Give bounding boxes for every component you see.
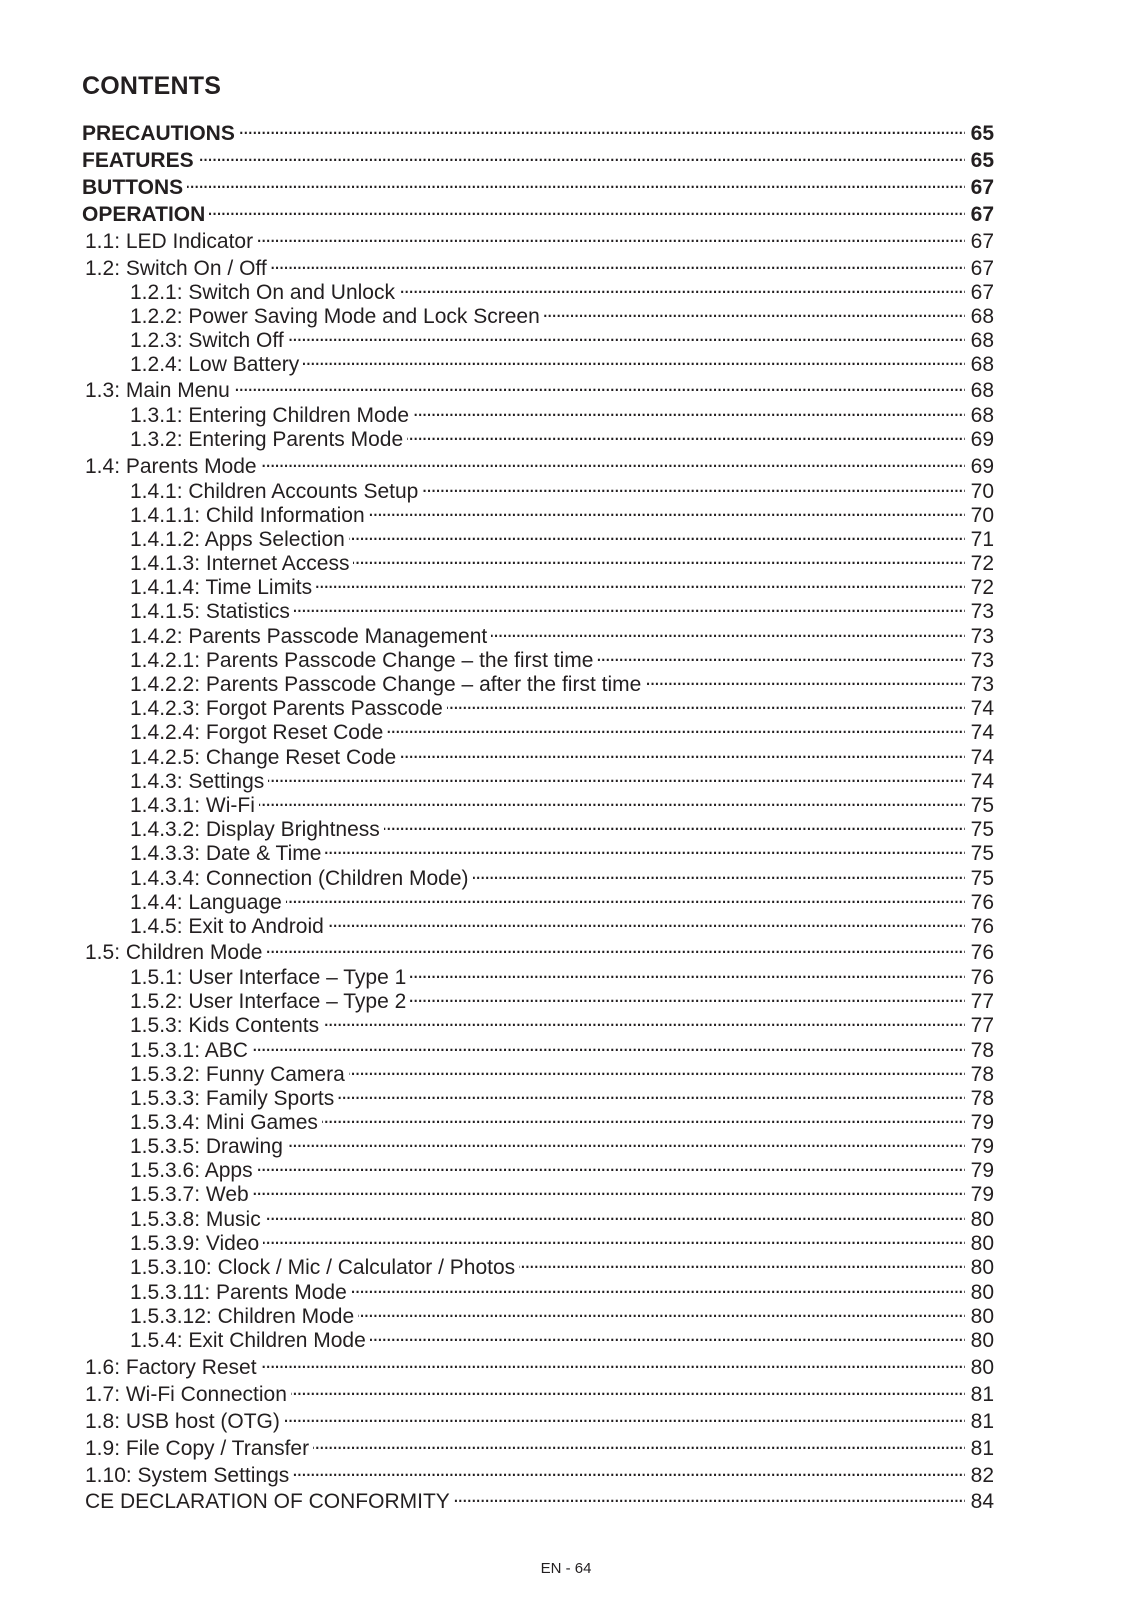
toc-dot-leader xyxy=(491,619,964,643)
toc-entry-page: 79 xyxy=(970,1111,994,1134)
toc-dot-leader xyxy=(288,323,965,347)
toc-dot-leader xyxy=(257,1153,965,1177)
toc-entry[interactable] xyxy=(82,1226,994,1255)
toc-entry-page: 68 xyxy=(970,305,994,328)
toc-dot-leader xyxy=(268,764,964,788)
toc-entry-title: 1.3.1: Entering Children Mode xyxy=(130,404,409,427)
toc-dot-leader xyxy=(473,861,965,885)
toc-entry-title: 1.5.4: Exit Children Mode xyxy=(130,1329,366,1352)
toc-dot-leader xyxy=(261,1350,965,1374)
page-title: CONTENTS xyxy=(82,72,222,100)
toc-entry[interactable] xyxy=(82,1299,994,1328)
toc-entry-title: 1.9: File Copy / Transfer xyxy=(85,1437,310,1460)
toc-entry-page: 77 xyxy=(970,990,994,1013)
toc-dot-leader xyxy=(400,740,964,764)
toc-entry-title: 1.5.3.10: Clock / Mic / Calculator / Photos xyxy=(130,1256,516,1279)
toc-entry-title: 1.5.3.3: Family Sports xyxy=(130,1087,335,1110)
toc-entry[interactable] xyxy=(82,788,994,817)
toc-entry-page: 81 xyxy=(970,1383,994,1406)
toc-dot-leader xyxy=(645,667,964,691)
toc-entry-title: 1.1: LED Indicator xyxy=(85,230,254,253)
toc-entry-page: 77 xyxy=(970,1014,994,1037)
toc-entry[interactable] xyxy=(82,449,994,478)
toc-entry-page: 80 xyxy=(970,1208,994,1231)
toc-entry-title: CE DECLARATION OF CONFORMITY xyxy=(85,1490,450,1513)
toc-entry[interactable] xyxy=(82,224,994,253)
toc-entry-page: 81 xyxy=(970,1437,994,1460)
toc-entry-title: 1.5: Children Mode xyxy=(85,941,263,964)
toc-entry-page: 80 xyxy=(970,1232,994,1255)
toc-entry[interactable] xyxy=(82,498,994,527)
toc-entry[interactable] xyxy=(82,347,994,376)
toc-entry[interactable] xyxy=(82,143,994,172)
toc-entry-title: 1.4.3.4: Connection (Children Mode) xyxy=(130,867,469,890)
toc-entry[interactable] xyxy=(82,373,994,402)
toc-entry-title: 1.2.4: Low Battery xyxy=(130,353,300,376)
toc-entry-title: 1.4.5: Exit to Android xyxy=(130,915,324,938)
toc-entry-title: 1.5.1: User Interface – Type 1 xyxy=(130,966,407,989)
toc-entry-page: 72 xyxy=(970,576,994,599)
toc-entry-page: 65 xyxy=(970,149,994,172)
toc-entry-page: 74 xyxy=(970,721,994,744)
toc-dot-leader xyxy=(198,143,965,167)
toc-entry[interactable] xyxy=(82,422,994,451)
toc-entry-page: 75 xyxy=(970,867,994,890)
toc-dot-leader xyxy=(286,885,965,909)
toc-entry[interactable] xyxy=(82,836,994,865)
toc-entry-title: 1.4.2.1: Parents Passcode Change – the first time xyxy=(130,649,594,672)
toc-dot-leader xyxy=(399,275,965,299)
toc-entry-title: PRECAUTIONS xyxy=(82,122,235,145)
toc-entry-page: 75 xyxy=(970,794,994,817)
toc-dot-leader xyxy=(358,1299,965,1323)
toc-entry-title: 1.4.3.2: Display Brightness xyxy=(130,818,380,841)
toc-entry[interactable] xyxy=(82,251,994,280)
toc-entry-title: 1.5.3.1: ABC xyxy=(130,1039,248,1062)
toc-entry-title: 1.4.2.3: Forgot Parents Passcode xyxy=(130,697,443,720)
toc-entry[interactable] xyxy=(82,299,994,328)
toc-dot-leader xyxy=(387,715,964,739)
toc-entry-title: 1.5.3.7: Web xyxy=(130,1183,249,1206)
toc-entry-title: 1.4.2: Parents Passcode Management xyxy=(130,625,488,648)
toc-dot-leader xyxy=(410,984,964,1008)
toc-dot-leader xyxy=(519,1250,964,1274)
toc-dot-leader xyxy=(447,691,965,715)
toc-entry-title: 1.7: Wi-Fi Connection xyxy=(85,1383,287,1406)
toc-entry[interactable] xyxy=(82,1323,994,1352)
toc-entry-page: 68 xyxy=(970,329,994,352)
toc-entry[interactable] xyxy=(82,1404,994,1433)
toc-entry-page: 80 xyxy=(970,1305,994,1328)
toc-entry-page: 79 xyxy=(970,1183,994,1206)
toc-entry[interactable] xyxy=(82,861,994,890)
toc-entry-page: 74 xyxy=(970,697,994,720)
toc-dot-leader xyxy=(325,836,964,860)
toc-dot-leader xyxy=(291,1377,965,1401)
toc-entry[interactable] xyxy=(82,1153,994,1182)
toc-entry-page: 75 xyxy=(970,842,994,865)
toc-entry[interactable] xyxy=(82,1350,994,1379)
toc-entry-title: 1.4.2.2: Parents Passcode Change – after the first time xyxy=(130,673,642,696)
toc-entry-page: 75 xyxy=(970,818,994,841)
toc-dot-leader xyxy=(322,1105,965,1129)
toc-entry[interactable] xyxy=(82,398,994,427)
toc-entry[interactable] xyxy=(82,1458,994,1487)
toc-entry-page: 71 xyxy=(970,528,994,551)
toc-entry-page: 78 xyxy=(970,1063,994,1086)
toc-entry-title: BUTTONS xyxy=(82,176,184,199)
toc-entry-title: 1.4.3.1: Wi-Fi xyxy=(130,794,255,817)
toc-entry-title: 1.3: Main Menu xyxy=(85,379,230,402)
toc-entry[interactable] xyxy=(82,1081,994,1110)
toc-entry-page: 68 xyxy=(970,353,994,376)
toc-entry[interactable] xyxy=(82,1275,994,1304)
toc-dot-leader xyxy=(209,197,964,221)
toc-entry-title: 1.5.3.11: Parents Mode xyxy=(130,1281,347,1304)
toc-dot-leader xyxy=(261,449,965,473)
toc-entry[interactable] xyxy=(82,909,994,938)
toc-dot-leader xyxy=(422,474,964,498)
toc-entry-title: 1.4: Parents Mode xyxy=(85,455,257,478)
toc-entry-title: OPERATION xyxy=(82,203,206,226)
toc-dot-leader xyxy=(597,643,964,667)
toc-entry-page: 80 xyxy=(970,1256,994,1279)
page-number: EN - 64 xyxy=(540,1560,592,1577)
toc-entry-page: 78 xyxy=(970,1039,994,1062)
toc-entry-title: 1.4.2.4: Forgot Reset Code xyxy=(130,721,384,744)
toc-entry[interactable] xyxy=(82,619,994,648)
toc-entry-page: 73 xyxy=(970,673,994,696)
toc-entry[interactable] xyxy=(82,1250,994,1279)
toc-dot-leader xyxy=(187,170,965,194)
toc-entry-title: 1.2.3: Switch Off xyxy=(130,329,284,352)
toc-entry[interactable] xyxy=(82,116,994,145)
toc-entry-title: 1.5.3.5: Drawing xyxy=(130,1135,283,1158)
toc-entry-title: 1.4.4: Language xyxy=(130,891,282,914)
toc-entry-page: 67 xyxy=(970,176,994,199)
toc-entry[interactable] xyxy=(82,570,994,599)
toc-entry-title: 1.5.3.6: Apps xyxy=(130,1159,253,1182)
toc-dot-leader xyxy=(351,1275,965,1299)
toc-entry-page: 74 xyxy=(970,746,994,769)
toc-entry-title: 1.5.2: User Interface – Type 2 xyxy=(130,990,407,1013)
toc-entry[interactable] xyxy=(82,594,994,623)
toc-entry[interactable] xyxy=(82,522,994,551)
toc-entry[interactable] xyxy=(82,1033,994,1062)
toc-entry[interactable] xyxy=(82,667,994,696)
toc-entry[interactable] xyxy=(82,1202,994,1231)
toc-entry-page: 79 xyxy=(970,1159,994,1182)
toc-entry[interactable] xyxy=(82,1105,994,1134)
toc-entry-page: 80 xyxy=(970,1329,994,1352)
toc-dot-leader xyxy=(266,935,964,959)
toc-entry-page: 67 xyxy=(970,203,994,226)
toc-entry-title: 1.4.1.2: Apps Selection xyxy=(130,528,345,551)
toc-dot-leader xyxy=(370,1323,965,1347)
toc-entry[interactable] xyxy=(82,812,994,841)
toc-entry-title: 1.4.1.5: Statistics xyxy=(130,600,290,623)
toc-dot-leader xyxy=(313,1431,965,1455)
toc-entry[interactable] xyxy=(82,197,994,226)
toc-entry-page: 76 xyxy=(970,941,994,964)
toc-entry-page: 70 xyxy=(970,504,994,527)
toc-dot-leader xyxy=(265,1202,965,1226)
toc-page xyxy=(82,0,994,1600)
toc-entry[interactable] xyxy=(82,1008,994,1037)
toc-entry-title: 1.2.1: Switch On and Unlock xyxy=(130,281,395,304)
toc-entry-title: 1.8: USB host (OTG) xyxy=(85,1410,280,1433)
toc-dot-leader xyxy=(284,1404,965,1428)
toc-dot-leader xyxy=(271,251,965,275)
toc-entry-title: 1.5.3.8: Music xyxy=(130,1208,261,1231)
toc-entry-page: 67 xyxy=(970,230,994,253)
toc-entry-title: 1.10: System Settings xyxy=(85,1464,290,1487)
toc-entry-page: 69 xyxy=(970,428,994,451)
toc-entry-page: 76 xyxy=(970,891,994,914)
toc-entry-page: 68 xyxy=(970,379,994,402)
toc-dot-leader xyxy=(410,960,964,984)
toc-entry-page: 74 xyxy=(970,770,994,793)
toc-entry[interactable] xyxy=(82,691,994,720)
toc-dot-leader xyxy=(349,1057,965,1081)
toc-entry-title: 1.4.1: Children Accounts Setup xyxy=(130,480,419,503)
toc-entry-title: 1.4.3: Settings xyxy=(130,770,265,793)
toc-entry-page: 67 xyxy=(970,281,994,304)
toc-dot-leader xyxy=(303,347,964,371)
toc-entry-page: 84 xyxy=(970,1490,994,1513)
toc-entry-page: 82 xyxy=(970,1464,994,1487)
toc-entry[interactable] xyxy=(82,643,994,672)
toc-entry-page: 65 xyxy=(970,122,994,145)
toc-entry[interactable] xyxy=(82,764,994,793)
toc-dot-leader xyxy=(259,788,965,812)
toc-entry[interactable] xyxy=(82,935,994,964)
toc-dot-leader xyxy=(369,498,965,522)
toc-entry[interactable] xyxy=(82,170,994,199)
toc-dot-leader xyxy=(293,1458,964,1482)
toc-entry-title: 1.5.3: Kids Contents xyxy=(130,1014,320,1037)
toc-dot-leader xyxy=(349,522,965,546)
toc-entry-page: 73 xyxy=(970,600,994,623)
toc-entry-page: 81 xyxy=(970,1410,994,1433)
toc-entry[interactable] xyxy=(82,984,994,1013)
toc-entry[interactable] xyxy=(82,1177,994,1206)
toc-entry-title: FEATURES xyxy=(82,149,194,172)
toc-entry-page: 78 xyxy=(970,1087,994,1110)
toc-entry[interactable] xyxy=(82,474,994,503)
toc-dot-leader xyxy=(263,1226,964,1250)
toc-dot-leader xyxy=(353,546,964,570)
toc-dot-leader xyxy=(338,1081,964,1105)
toc-entry-page: 76 xyxy=(970,966,994,989)
toc-entry-title: 1.4.3.3: Date & Time xyxy=(130,842,322,865)
toc-entry-title: 1.2.2: Power Saving Mode and Lock Screen xyxy=(130,305,540,328)
toc-dot-leader xyxy=(234,373,965,397)
toc-entry-page: 67 xyxy=(970,257,994,280)
toc-entry-title: 1.5.3.4: Mini Games xyxy=(130,1111,318,1134)
toc-dot-leader xyxy=(294,594,965,618)
toc-entry-page: 80 xyxy=(970,1356,994,1379)
toc-entry[interactable] xyxy=(82,1377,994,1406)
toc-entry[interactable] xyxy=(82,740,994,769)
toc-entry[interactable] xyxy=(82,1484,994,1513)
toc-entry-page: 69 xyxy=(970,455,994,478)
toc-dot-leader xyxy=(239,116,965,140)
toc-entry[interactable] xyxy=(82,275,994,304)
toc-dot-leader xyxy=(454,1484,965,1508)
toc-entry[interactable] xyxy=(82,885,994,914)
toc-entry-page: 73 xyxy=(970,625,994,648)
toc-entry-page: 72 xyxy=(970,552,994,575)
toc-dot-leader xyxy=(257,224,965,248)
toc-entry-page: 73 xyxy=(970,649,994,672)
toc-dot-leader xyxy=(384,812,965,836)
toc-dot-leader xyxy=(328,909,965,933)
toc-dot-leader xyxy=(544,299,965,323)
toc-entry-page: 68 xyxy=(970,404,994,427)
toc-entry[interactable] xyxy=(82,1431,994,1460)
toc-dot-leader xyxy=(413,398,965,422)
toc-entry-title: 1.4.1.1: Child Information xyxy=(130,504,365,527)
toc-entry-title: 1.3.2: Entering Parents Mode xyxy=(130,428,404,451)
toc-dot-leader xyxy=(316,570,965,594)
toc-entry[interactable] xyxy=(82,323,994,352)
toc-entry-page: 70 xyxy=(970,480,994,503)
toc-entry[interactable] xyxy=(82,1129,994,1158)
toc-entry-page: 76 xyxy=(970,915,994,938)
toc-entry-title: 1.5.3.9: Video xyxy=(130,1232,260,1255)
toc-entry-title: 1.4.1.4: Time Limits xyxy=(130,576,313,599)
toc-entry-title: 1.5.3.12: Children Mode xyxy=(130,1305,355,1328)
toc-entry-title: 1.4.2.5: Change Reset Code xyxy=(130,746,397,769)
toc-entry-title: 1.2: Switch On / Off xyxy=(85,257,267,280)
toc-dot-leader xyxy=(407,422,964,446)
toc-entry-page: 80 xyxy=(970,1281,994,1304)
toc-entry[interactable] xyxy=(82,546,994,575)
toc-entry-title: 1.4.1.3: Internet Access xyxy=(130,552,350,575)
toc-entry-title: 1.5.3.2: Funny Camera xyxy=(130,1063,345,1086)
toc-entry-page: 79 xyxy=(970,1135,994,1158)
toc-entry[interactable] xyxy=(82,960,994,989)
toc-entry[interactable] xyxy=(82,715,994,744)
toc-entry[interactable] xyxy=(82,1057,994,1086)
toc-dot-leader xyxy=(253,1177,965,1201)
toc-dot-leader xyxy=(323,1008,965,1032)
toc-dot-leader xyxy=(287,1129,965,1153)
toc-entry-title: 1.6: Factory Reset xyxy=(85,1356,257,1379)
toc-dot-leader xyxy=(252,1033,965,1057)
